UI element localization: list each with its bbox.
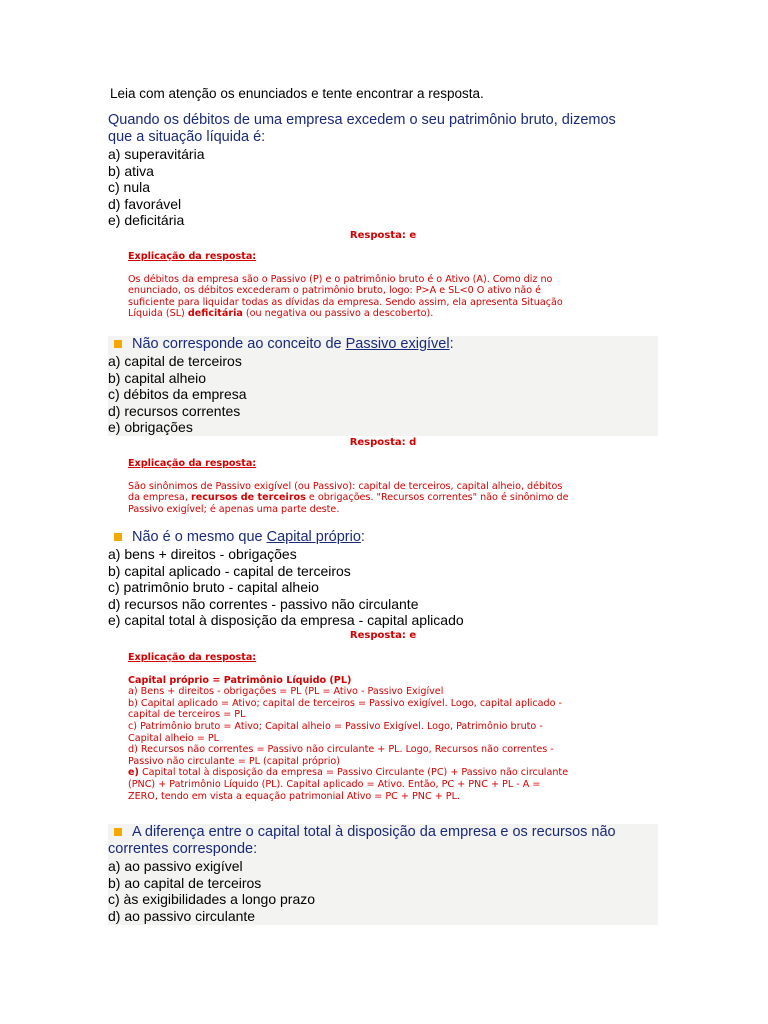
passivo-exigivel-link[interactable]: Passivo exigível <box>345 336 450 352</box>
capital-proprio-link[interactable]: Capital próprio <box>266 529 361 545</box>
bullet-icon <box>114 533 122 541</box>
explanation-line: (PNC) + Patrimônio Líquido (PL). Capital aplicado = Ativo. Então, PC + PNC + PL - A = <box>128 778 541 790</box>
option-c: c) patrimônio bruto - capital alheio <box>108 579 319 596</box>
explanation-line <box>128 767 638 779</box>
bullet-icon <box>114 340 122 348</box>
question-2-options <box>108 353 658 436</box>
option-a: a) ao passivo exigível <box>108 858 243 874</box>
question-3-colon: : <box>360 529 365 545</box>
explanation-title: Explicação da resposta: <box>128 652 257 663</box>
question-1-options <box>108 146 658 229</box>
explanation-line: Passivo exigível; é apenas uma parte deste. <box>128 503 340 515</box>
option-e: e) capital total à disposição da empresa - capital aplicado <box>108 612 464 629</box>
question-1-title <box>108 112 658 146</box>
explanation-line: Capital alheio = PL <box>128 732 220 744</box>
explanation-text: (ou negativa ou passivo a descoberto). <box>242 308 434 320</box>
question-4-line-2: correntes corresponde: <box>108 841 258 857</box>
explanation-text: e obrigações. "Recursos correntes" não é sinônimo de <box>305 492 569 504</box>
option-a: a) bens + direitos - obrigações <box>108 546 297 562</box>
option-b: b) ao capital de terceiros <box>108 874 262 891</box>
option-d: d) recursos correntes <box>108 402 241 419</box>
explanation-text: da empresa, <box>128 492 191 504</box>
option-b: b) capital alheio <box>108 369 207 386</box>
option-e: e) deficitária <box>108 212 185 229</box>
question-4 <box>108 824 658 925</box>
explanation-line: d) Recursos não correntes = Passivo não circulante + PL. Logo, Recursos não correntes - <box>128 744 554 756</box>
explanation-line: São sinônimos de Passivo exigível (ou Passivo): capital de terceiros, capital alheio, débitos <box>128 480 563 492</box>
explanation-title: Explicação da resposta: <box>128 251 257 262</box>
explanation-bold: deficitária <box>187 308 243 320</box>
explanation-text: Capital total à disposição da empresa = Passivo Circulante (PC) + Passivo não circulante <box>138 767 569 779</box>
explanation-heading <box>128 675 638 687</box>
question-4-text: A diferença entre o capital total à disposição da empresa e os recursos não <box>132 824 616 840</box>
question-3-explanation <box>128 652 638 802</box>
option-c: c) nula <box>108 179 151 196</box>
explanation-line: suficiente para liquidar todas as dívidas da empresa. Sendo assim, ela apresenta Situação <box>128 296 563 308</box>
explanation-line <box>128 492 638 504</box>
explanation-bold: e) <box>128 767 139 779</box>
question-2-answer: Resposta: d <box>349 437 417 448</box>
question-1 <box>108 112 658 229</box>
question-3-options <box>108 546 658 629</box>
question-4-title <box>108 824 658 858</box>
bullet-icon <box>114 828 122 836</box>
question-2-title <box>108 336 658 353</box>
explanation-bold: recursos de terceiros <box>190 492 306 504</box>
explanation-text: Líquida (SL) <box>128 308 188 320</box>
explanation-line: Passivo não circulante = PL (capital próprio) <box>128 755 341 767</box>
option-c: c) débitos da empresa <box>108 386 247 403</box>
option-d: d) ao passivo circulante <box>108 907 256 924</box>
explanation-line <box>128 308 638 320</box>
option-b: b) capital aplicado - capital de terceiros <box>108 562 351 579</box>
option-b: b) ativa <box>108 162 154 179</box>
question-1-answer: Resposta: e <box>349 230 417 241</box>
question-3-text: Não é o mesmo que <box>132 529 267 545</box>
intro-text: Leia com atenção os enunciados e tente encontrar a resposta. <box>110 86 484 101</box>
question-2-colon: : <box>449 336 454 352</box>
explanation-line: a) Bens + direitos - obrigações = PL (PL = Ativo - Passivo Exigível <box>128 686 444 698</box>
question-1-explanation <box>128 251 638 320</box>
option-c: c) às exigibilidades a longo prazo <box>108 891 316 908</box>
option-d: d) recursos não correntes - passivo não circulante <box>108 595 419 612</box>
explanation-title: Explicação da resposta: <box>128 458 257 469</box>
question-3-title <box>108 529 658 546</box>
question-1-line-2: que a situação líquida é: <box>108 129 266 145</box>
explanation-line: Os débitos da empresa são o Passivo (P) e o patrimônio bruto é o Ativo (A). Como diz no <box>128 273 553 285</box>
explanation-line: b) Capital aplicado = Ativo; capital de terceiros = Passivo exigível. Logo, capital aplicado - <box>128 697 563 709</box>
option-a: a) capital de terceiros <box>108 353 242 369</box>
question-3 <box>108 529 658 629</box>
question-4-options <box>108 858 658 924</box>
question-2-text: Não corresponde ao conceito de <box>132 336 346 352</box>
option-d: d) favorável <box>108 195 182 212</box>
explanation-line: ZERO, tendo em vista a equação patrimonial Ativo = PC + PNC + PL. <box>128 790 460 802</box>
option-a: a) superavitária <box>108 146 205 162</box>
question-4-line-1 <box>108 824 658 841</box>
explanation-line: enunciado, os débitos excederam o patrimônio bruto, logo: P>A e SL<0 O ativo não é <box>128 285 542 297</box>
question-2-explanation <box>128 458 638 515</box>
explanation-bold: Capital próprio = Patrimônio Líquido (PL) <box>128 674 352 686</box>
explanation-line: c) Patrimônio bruto = Ativo; Capital alheio = Passivo Exigível. Logo, Patrimônio bruto - <box>128 720 543 732</box>
explanation-line: capital de terceiros = PL <box>128 709 246 721</box>
question-1-line-1: Quando os débitos de uma empresa excedem o seu patrimônio bruto, dizemos <box>108 112 616 128</box>
option-e: e) obrigações <box>108 419 193 436</box>
question-3-answer: Resposta: e <box>349 630 417 641</box>
question-2 <box>108 336 658 436</box>
